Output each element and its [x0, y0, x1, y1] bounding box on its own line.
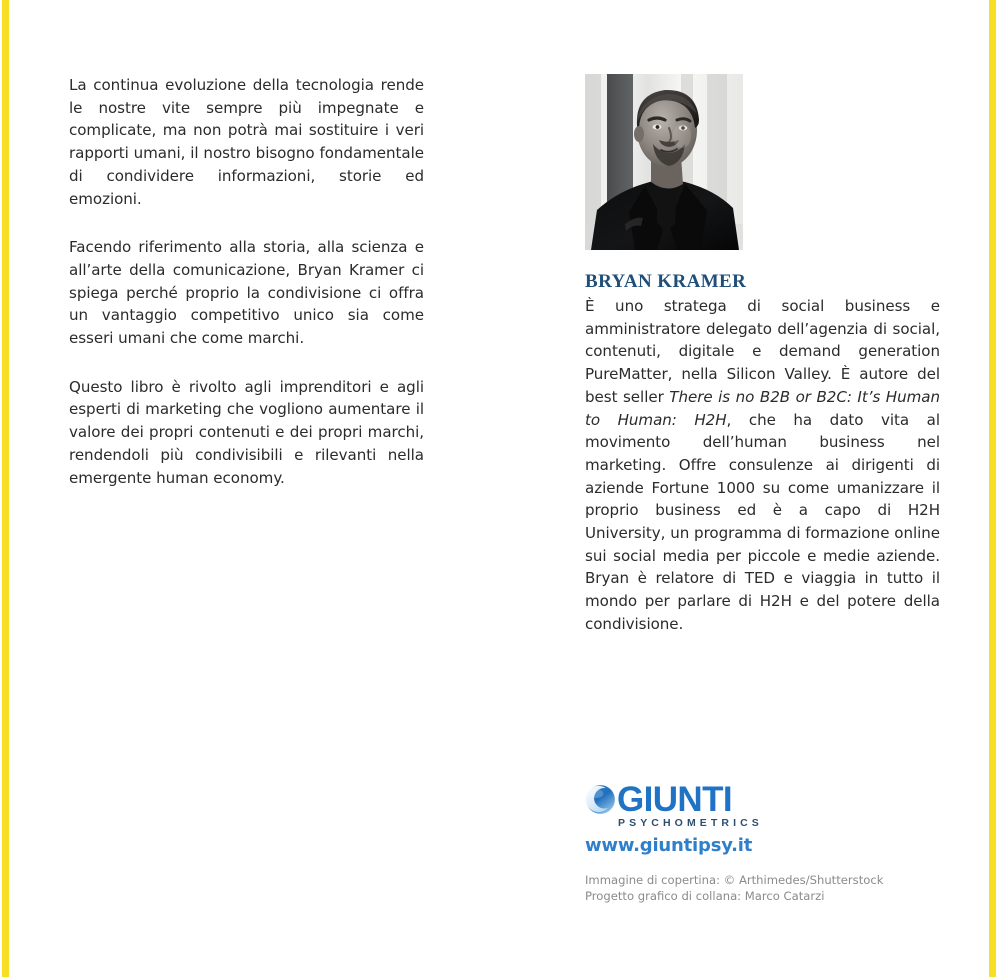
blurb-paragraph-1: La continua evoluzione della tecnologia rende le nostre vite sempre più impegnate e complicate, ma non potrà mai sostituire i veri rapporti umani, il nostro bisogno fondamentale di condividere informazioni, storie ed emozioni. [69, 76, 424, 208]
credits-block [585, 873, 945, 904]
blurb-paragraph-3: Questo libro è rivolto agli imprenditori e agli esperti di marketing che vogliono aumentare il valore dei propri contenuti e dei propri marchi, rendendoli più condivisibili e rilevanti nella emergente human economy. [69, 377, 424, 487]
left-edge-stripe [2, 0, 9, 977]
publisher-section [585, 780, 945, 904]
credit-series-design: Progetto grafico di collana: Marco Catarzi [585, 888, 825, 903]
book-blurb [69, 74, 424, 489]
credit-cover-image: Immagine di copertina: © Arthimedes/Shutterstock [585, 873, 884, 887]
publisher-website[interactable]: www.giuntipsy.it [585, 835, 753, 856]
author-bio [585, 295, 940, 636]
blurb-paragraph-2: Facendo riferimento alla storia, alla scienza e all’arte della comunicazione, Bryan Kramer ci spiega perché proprio la condivisione ci offra un vantaggio competitivo unico sia come esseri umani che come marchi. [69, 238, 424, 348]
author-photo [585, 74, 743, 250]
right-edge-stripe [989, 0, 996, 977]
author-bio-part2: , che ha dato vita al movimento dell’human business nel marketing. Offre consulenze ai dirigenti di aziende Fortune 1000 su come umanizzare il proprio business ed è a capo di H2H University, un programma di formazione online sui social media per piccole e medie aziende. Bryan è relatore di TED e viaggia in tutto il mondo per parlare di H2H e del potere della condivisione. [585, 410, 940, 633]
publisher-logo[interactable] [585, 780, 945, 829]
globe-icon [585, 784, 616, 815]
author-bio-book-title: There is no B2B or B2C: It’s Human to Human: H2H [585, 387, 940, 429]
author-bio-part1: È uno stratega di social business e amministratore delegato dell’agenzia di social, contenuti, digitale e demand generation PureMatter, nella Silicon Valley. È autore del best seller [585, 297, 940, 406]
author-section [585, 74, 940, 636]
author-name: BRYAN KRAMER [585, 271, 747, 292]
publisher-wordmark: GIUNTI [617, 780, 733, 819]
publisher-subtitle: PSYCHOMETRICS [618, 817, 763, 829]
